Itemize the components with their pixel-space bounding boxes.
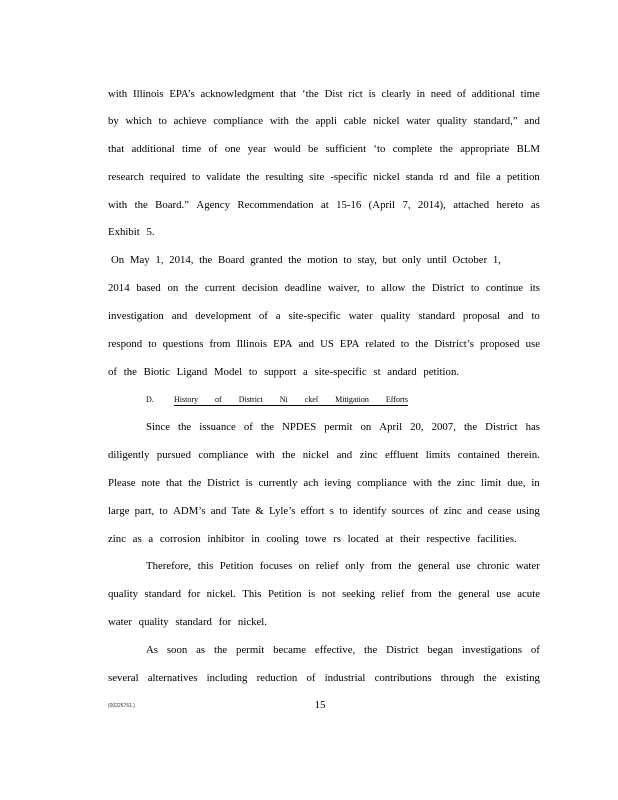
body-line: 2014 based on the current decision deadline waiver, to allow the District to continue its xyxy=(108,282,540,294)
section-heading xyxy=(146,394,408,406)
body-line: quality standard for nickel. This Petition is not seeking relief from the general use acute xyxy=(108,588,540,600)
body-line: Therefore, this Petition focuses on relief only from the general use chronic water xyxy=(146,560,540,572)
document-id: {00226761.} xyxy=(108,703,135,709)
body-line: with Illinois EPA’s acknowledgment that ‘the Dist rict is clearly in need of additional time xyxy=(108,88,540,100)
body-line: water quality standard for nickel. xyxy=(108,616,268,628)
body-line: research required to validate the resulting site -specific nickel standa rd and file a petition xyxy=(108,171,540,183)
body-line: Please note that the District is currently ach ieving compliance with the zinc limit due, in xyxy=(108,477,540,489)
section-title: History of District Ni ckel Mitigation Efforts xyxy=(174,395,408,404)
body-line: that additional time of one year would be sufficient ‘to complete the appropriate BLM xyxy=(108,143,540,155)
body-line: by which to achieve compliance with the appli cable nickel water quality standard,” and xyxy=(108,115,540,127)
body-line: of the Biotic Ligand Model to support a site-specific st andard petition. xyxy=(108,366,460,378)
body-line: Since the issuance of the NPDES permit on April 20, 2007, the District has xyxy=(146,421,540,433)
body-line: with the Board.” Agency Recommendation at 15-16 (April 7, 2014), attached hereto as xyxy=(108,199,540,211)
body-line: On May 1, 2014, the Board granted the motion to stay, but only until October 1, xyxy=(111,254,501,266)
body-line: zinc as a corrosion inhibitor in cooling towe rs located at their respective facilities. xyxy=(108,533,517,545)
body-line: several alternatives including reduction of industrial contributions through the existing xyxy=(108,672,540,684)
body-line: diligently pursued compliance with the nickel and zinc effluent limits contained therein. xyxy=(108,449,540,461)
body-line: respond to questions from Illinois EPA and US EPA related to the District’s proposed use xyxy=(108,338,540,350)
body-line: Exhibit 5. xyxy=(108,226,155,238)
body-line: investigation and development of a site-specific water quality standard proposal and to xyxy=(108,310,540,322)
section-letter: D. xyxy=(146,395,154,404)
body-line: As soon as the permit became effective, the District began investigations of xyxy=(146,644,540,656)
body-line: large part, to ADM’s and Tate & Lyle’s effort s to identify sources of zinc and cease using xyxy=(108,505,540,517)
page-number: 15 xyxy=(314,699,326,711)
